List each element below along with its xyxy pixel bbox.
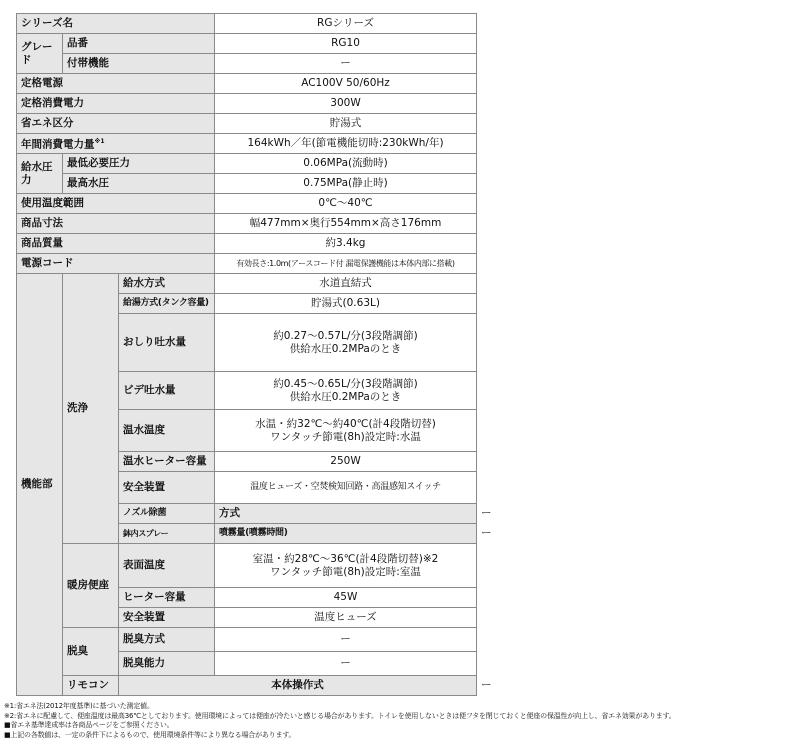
row-label-hot-supply: 給湯方式(タンク容量) — [119, 294, 215, 314]
row-value-power-source: AC100V 50/60Hz — [215, 74, 477, 94]
row-value-water-heater: 250W — [215, 452, 477, 472]
row-label-seat-safety: 安全装置 — [119, 608, 215, 628]
row-label-eco-class: 省エネ区分 — [17, 114, 215, 134]
row-label-spray: 鉢内スプレー — [119, 524, 215, 544]
row-value-surface-temp — [215, 544, 477, 588]
row-value-cord: 有効長さ:1.0m(アースコード付 漏電保護機能は本体内部に搭載) — [215, 254, 477, 274]
row-value-size: 幅477mm×奥行554mm×高さ176mm — [215, 214, 477, 234]
row-label-remote: リモコン — [63, 676, 119, 696]
row-label-bidet: ビデ吐水量 — [119, 372, 215, 410]
footnote-1: ※1:省エネ法(2012年度基準)に基づいた測定値。 — [4, 702, 154, 710]
row-value-max-pressure: 0.75MPa(静止時) — [215, 174, 477, 194]
annual-label-text: 年間消費電力量 — [21, 138, 95, 151]
row-value-wash-safety: 温度ヒューズ・空焚検知回路・高温感知スイッチ — [215, 472, 477, 504]
row-label-weight: 商品質量 — [17, 234, 215, 254]
row-label-water-pressure: 給水圧力 — [17, 154, 63, 194]
water-temp-line1: 水温・約32℃～約40℃(計4段階切替) — [255, 417, 436, 430]
row-label-min-pressure: 最低必要圧力 — [63, 154, 215, 174]
row-value-annual: 164kWh／年(節電機能切時:230kWh/年) — [215, 134, 477, 154]
row-label-power-consumption: 定格消費電力 — [17, 94, 215, 114]
footnote-2: ※2:省エネに配慮して、便座温度は最高36℃としております。使用環境によっては便座が冷たいと感じる場合があります。トイレを使用しないときは便フタを閉じておくと便座の保温性が向上し、省エネ効果があります。 — [4, 711, 676, 720]
footnotes — [4, 702, 799, 740]
row-label-oshiri: おしり吐水量 — [119, 314, 215, 372]
row-label-water-heater: 温水ヒーター容量 — [119, 452, 215, 472]
bidet-line2: 供給水圧0.2MPaのとき — [289, 390, 402, 403]
row-label-series: シリーズ名 — [17, 14, 215, 34]
row-value-min-pressure: 0.06MPa(流動時) — [215, 154, 477, 174]
row-label-nozzle-method: 方式 — [215, 504, 477, 524]
row-label-water-temp: 温水温度 — [119, 410, 215, 452]
row-label-power-source: 定格電源 — [17, 74, 215, 94]
bidet-line1: 約0.45～0.65L/分(3段階調節) — [273, 377, 418, 390]
row-value-weight: 約3.4kg — [215, 234, 477, 254]
row-value-water-temp — [215, 410, 477, 452]
annual-footnote-mark: ※1 — [94, 138, 105, 146]
row-value-power-consumption: 300W — [215, 94, 477, 114]
row-label-extra: 付帯機能 — [63, 54, 215, 74]
spec-table: シリーズ名 RGシリーズ グレード 品番 RG10 付帯機能 ー 定格電源 AC100V 50/60Hz 定格消費電力 300W 省エネ区分 貯湯式 年間消費電力量$^{※1}$ 164kWh／年(節電機能切時:230kWh/年) 給水圧力 最低必要圧力 0.06MPa(流動時) 最高水圧 0.75MPa(静止時) 使用温度範囲 0℃～40℃ 商品寸法 幅477mm×奥行554mm×高さ176mm 商品質量 約3.4kg 電源コード 有効長さ:1.0m(アースコード付 漏電保護機能は本体内部に搭載) 機能部 洗浄 給水方式 水道直結式 給湯方式(タンク容量) 貯湯式(0.63L) おしり吐水量 約0.27～0.57L/分(3段階調節) 供給水圧0.2MPaのとき ビデ吐水量 約0.45～0.65L/分(3段階調節) 供給水圧0.2MPaのとき 温水温度 水温・約32℃～約40℃(計4段階切替) ワンタッチ節電(8h)設定時:水温 温水ヒーター容量 250W 安全装置 温度ヒューズ・空焚検知回路・高温感知スイッチ ノズル除菌 方式 ー 鉢内スプレー 噴霧量(噴霧時間) ー 暖房便座 表面温度 室温・約28℃～36℃(計4段階切替)※2 ワンタッチ節電(8h)設定時:室温 ヒーター容量 45W 安全装置 温度ヒューズ 脱臭 脱臭方式 ー 脱臭能力 ー リモコン 本体操作式 ー — [16, 13, 477, 696]
row-value-series: RGシリーズ — [215, 14, 477, 34]
row-label-max-pressure: 最高水圧 — [63, 174, 215, 194]
row-label-nozzle: ノズル除菌 — [119, 504, 215, 524]
row-label-size: 商品寸法 — [17, 214, 215, 234]
row-label-deodor-method: 脱臭方式 — [119, 628, 215, 652]
surface-temp-line1: 室温・約28℃～36℃(計4段階切替)※2 — [252, 552, 439, 565]
row-value-seat-safety: 温度ヒューズ — [215, 608, 477, 628]
row-value-seat-heater: 45W — [215, 588, 477, 608]
row-label-spray-amount: 噴霧量(噴霧時間) — [215, 524, 477, 544]
water-temp-line2: ワンタッチ節電(8h)設定時:水温 — [270, 430, 421, 443]
row-value-deodor-method: ー — [215, 628, 477, 652]
row-value-oshiri — [215, 314, 477, 372]
row-label-model: 品番 — [63, 34, 215, 54]
row-label-seat-heater: ヒーター容量 — [119, 588, 215, 608]
row-label-deodor-power: 脱臭能力 — [119, 652, 215, 676]
row-label-remote-type: 本体操作式 — [119, 676, 477, 696]
row-value-deodor-power: ー — [215, 652, 477, 676]
row-value-eco-class: 貯湯式 — [215, 114, 477, 134]
row-label-wash-safety: 安全装置 — [119, 472, 215, 504]
row-label-grade: グレード — [17, 34, 63, 74]
row-value-supply: 水道直結式 — [215, 274, 477, 294]
row-label-temp-range: 使用温度範囲 — [17, 194, 215, 214]
row-value-temp-range: 0℃～40℃ — [215, 194, 477, 214]
row-label-wash: 洗浄 — [63, 274, 119, 544]
surface-temp-line2: ワンタッチ節電(8h)設定時:室温 — [270, 565, 421, 578]
row-label-annual — [17, 134, 215, 154]
row-value-hot-supply: 貯湯式(0.63L) — [215, 294, 477, 314]
footnote-3: ■省エネ基準達成率は各商品ページをご参照ください。 — [4, 721, 174, 729]
oshiri-line2: 供給水圧0.2MPaのとき — [289, 342, 402, 355]
row-value-extra: ー — [215, 54, 477, 74]
row-value-bidet — [215, 372, 477, 410]
row-label-deodor: 脱臭 — [63, 628, 119, 676]
row-value-model: RG10 — [215, 34, 477, 54]
row-label-supply: 給水方式 — [119, 274, 215, 294]
oshiri-line1: 約0.27～0.57L/分(3段階調節) — [273, 329, 418, 342]
row-label-function: 機能部 — [17, 274, 63, 696]
row-label-seat: 暖房便座 — [63, 544, 119, 628]
row-label-surface-temp: 表面温度 — [119, 544, 215, 588]
row-label-cord: 電源コード — [17, 254, 215, 274]
footnote-4: ■上記の各数値は、一定の条件下によるもので、使用環境条件等により異なる場合があります。 — [4, 730, 296, 739]
